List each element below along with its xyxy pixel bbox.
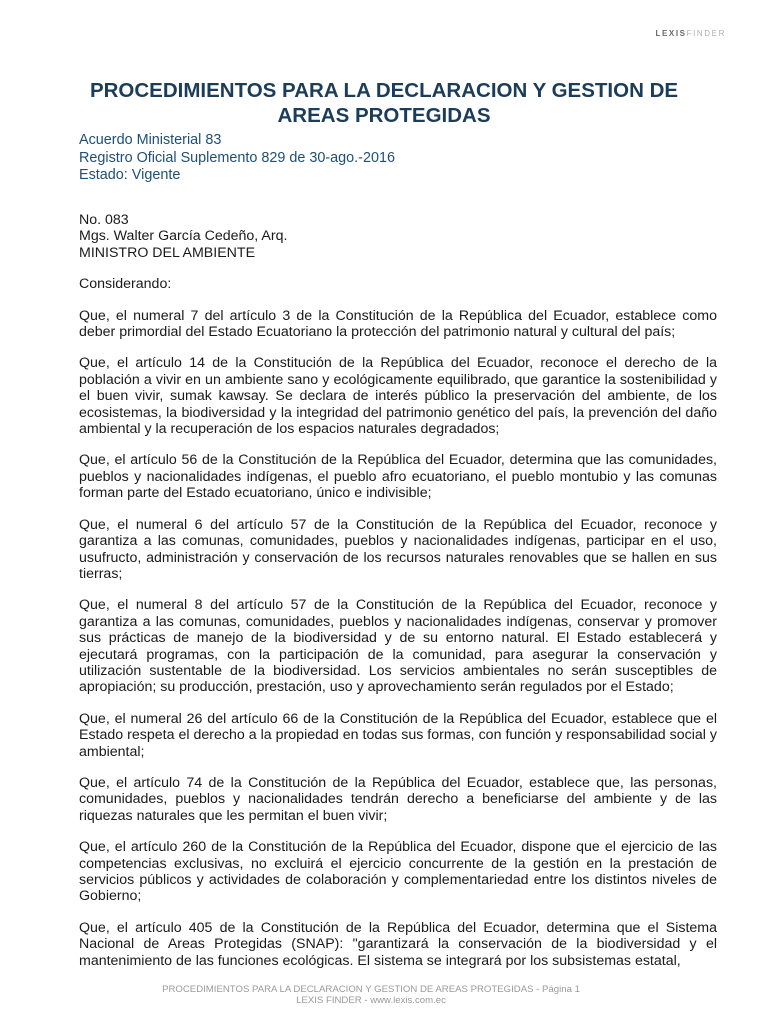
brand-lexis: LEXIS: [655, 29, 687, 38]
brand-finder: FINDER: [686, 29, 726, 38]
footer-page-info: PROCEDIMIENTOS PARA LA DECLARACION Y GESTION DE AREAS PROTEGIDAS - Página 1: [162, 984, 580, 995]
paragraph: Que, el artículo 405 de la Constitución de la República del Ecuador, determina que el Sistema Nacional de Areas Protegidas (SNAP): "garantizará la conservación de la biodiversidad y el mantenimiento de las funciones ecológicas. El sistema se integrará por los subsistemas estatal,: [79, 919, 717, 969]
meta-estado: Estado: Vigente: [79, 167, 181, 183]
paragraph: Que, el artículo 56 de la Constitución de la República del Ecuador, determina que las comunidades, pueblos y nacionalidades indígenas, el pueblo afro ecuatoriano, el pueblo montubio y las comunas forman parte del Estado ecuatoriano, único e indivisible;: [79, 452, 717, 502]
document-title: PROCEDIMIENTOS PARA LA DECLARACION Y GESTION DE AREAS PROTEGIDAS: [89, 79, 679, 127]
paragraph: Que, el numeral 8 del artículo 57 de la Constitución de la República del Ecuador, reconoce y garantiza a las comunas, comunidades, pueblos y nacionalidades indígenas, conservar y promover sus prácticas de manejo de la biodiversidad y de su entorno natural. El Estado establecerá y ejecutará programas, con la participación de la comunidad, para asegurar la conservación y utilización sustentable de la biodiversidad. Los servicios ambientales no serán susceptibles de apropiación; su producción, prestación, uso y aprovechamiento serán regulados por el Estado;: [79, 597, 717, 696]
paragraph: Que, el artículo 74 de la Constitución de la República del Ecuador, establece que, las personas, comunidades, pueblos y nacionalidades tendrán derecho a beneficiarse del ambiente y de las riquezas naturales que les permitan el buen vivir;: [79, 774, 717, 824]
paragraph: Que, el artículo 14 de la Constitución de la República del Ecuador, reconoce el derecho de la población a vivir en un ambiente sano y ecológicamente equilibrado, que garantice la sostenibilidad y el buen vivir, sumak kawsay. Se declara de interés público la preservación del ambiente, de los ecosistemas, la biodiversidad y la integridad del patrimonio genético del país, la prevención del daño ambiental y la recuperación de los espacios naturales degradados;: [79, 355, 717, 438]
lexis-finder-brand: [655, 29, 726, 38]
footer-source: LEXIS FINDER - www.lexis.com.ec: [296, 995, 446, 1006]
page-footer: [0, 984, 742, 1006]
meta-acuerdo: Acuerdo Ministerial 83: [79, 132, 222, 148]
document-meta: [79, 132, 395, 185]
paragraph: Que, el numeral 26 del artículo 66 de la Constitución de la República del Ecuador, establece que el Estado respeta el derecho a la propiedad en todas sus formas, con función y responsabilidad social y ambiental;: [79, 710, 717, 760]
signatory-title: MINISTRO DEL AMBIENTE: [79, 244, 256, 261]
meta-registro-oficial: Registro Oficial Suplemento 829 de 30-ago.-2016: [79, 149, 395, 166]
paragraph: Que, el numeral 6 del artículo 57 de la Constitución de la República del Ecuador, reconoce y garantiza a las comunas, comunidades, pueblos y nacionalidades indígenas, participar en el uso, usufructo, administración y conservación de los recursos naturales renovables que se hallen en sus tierras;: [79, 516, 717, 582]
paragraph: Que, el artículo 260 de la Constitución de la República del Ecuador, dispone que el ejercicio de las competencias exclusivas, no excluirá el ejercicio concurrente de la gestión en la prestación de servicios públicos y actividades de colaboración y complementariedad entre los distintos niveles de Gobierno;: [79, 839, 717, 905]
document-header: [79, 212, 717, 261]
paragraph: Que, el numeral 7 del artículo 3 de la Constitución de la República del Ecuador, establece como deber primordial del Estado Ecuatoriano la protección del patrimonio natural y cultural del país;: [79, 307, 717, 341]
document-number: No. 083: [79, 212, 129, 228]
considerando-heading: Considerando:: [79, 276, 172, 293]
document-body: [79, 212, 717, 969]
signatory-name: Mgs. Walter García Cedeño, Arq.: [79, 228, 288, 245]
